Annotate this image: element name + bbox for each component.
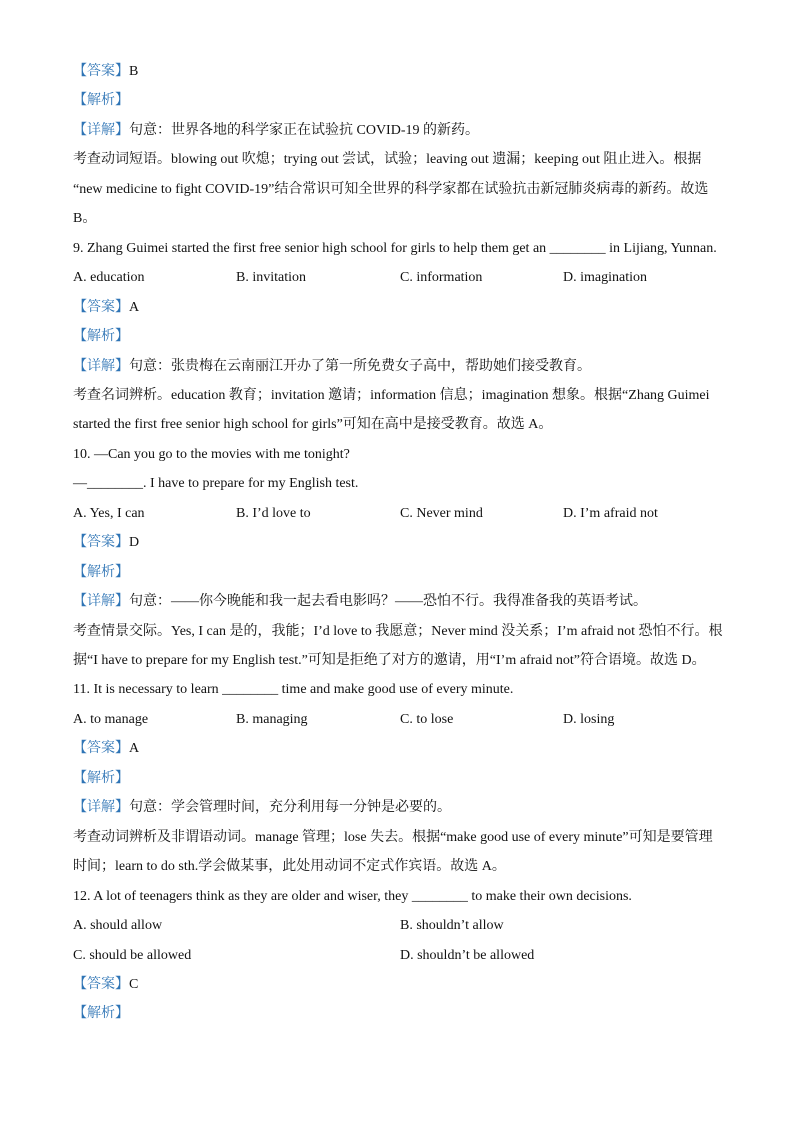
explanation-text: started the first free senior high school for girls”可知在高中是接受教育。故选 A。 [73, 417, 553, 433]
detail-label: 【详解】 [73, 594, 129, 610]
explanation-line [73, 857, 733, 877]
explanation-text: “new medicine to fight COVID-19”结合常识可知全世界的科学家都在试验抗击新冠肺炎病毒的新药。故选 [73, 181, 709, 197]
answer-option: B. shouldn’t allow [400, 918, 504, 934]
answer-option: C. should be allowed [73, 947, 192, 963]
answer-option: A. to manage [73, 711, 149, 727]
answer-label: 【答案】 [73, 535, 129, 551]
answer-option: B. I’d love to [236, 505, 311, 521]
analysis-line [73, 327, 733, 347]
answer-label: 【答案】 [73, 64, 129, 79]
analysis-line [73, 563, 733, 583]
detail-label: 【详解】 [73, 800, 129, 816]
question-text: 9. Zhang Guimei started the first free senior high school for girls to help them get an ________ in Lijiang, Yunnan. [73, 240, 717, 256]
analysis-line [73, 1004, 733, 1024]
analysis-line [73, 91, 733, 111]
answer-option: C. information [400, 270, 483, 286]
question-text: —________. I have to prepare for my English test. [73, 476, 359, 492]
analysis-label: 【解析】 [73, 329, 129, 345]
detail-text: 句意：——你今晚能和我一起去看电影吗？——恐怕不行。我得准备我的英语考试。 [129, 594, 647, 610]
answer-label: 【答案】 [73, 299, 129, 315]
explanation-text: 考查动词辨析及非谓语动词。manage 管理；lose 失去。根据“make good use of every minute”可知是要管理 [73, 829, 713, 845]
explanation-text: 考查情景交际。Yes, I can 是的，我能；I’d love to 我愿意；Never mind 没关系；I’m afraid not 恐怕不行。根 [73, 623, 723, 639]
explanation-line [73, 415, 733, 435]
answer-option: D. losing [563, 711, 615, 727]
analysis-label: 【解析】 [73, 1006, 129, 1022]
question-stem [73, 474, 733, 494]
question-stem [73, 680, 733, 700]
answer-line [73, 975, 733, 995]
answer-option: D. shouldn’t be allowed [400, 947, 535, 963]
explanation-line [73, 209, 733, 229]
analysis-label: 【解析】 [73, 564, 129, 580]
answer-option: A. should allow [73, 918, 163, 934]
explanation-line [73, 150, 733, 170]
analysis-label: 【解析】 [73, 93, 129, 109]
detail-label: 【详解】 [73, 122, 129, 138]
analysis-label: 【解析】 [73, 770, 129, 786]
answer-text: B [129, 64, 139, 79]
answer-text: A [129, 741, 140, 757]
explanation-text: 考查动词短语。blowing out 吹熄；trying out 尝试，试验；leaving out 遗漏；keeping out 阻止进入。根据 [73, 152, 702, 168]
answer-option: B. managing [236, 711, 308, 727]
answer-option: B. invitation [236, 270, 306, 286]
question-text: 11. It is necessary to learn ________ time and make good use of every minute. [73, 682, 514, 698]
answer-label: 【答案】 [73, 741, 129, 757]
explanation-line [73, 180, 733, 200]
answer-option: D. I’m afraid not [563, 505, 658, 521]
question-text: 10. —Can you go to the movies with me tonight? [73, 446, 350, 462]
explanation-line [73, 828, 733, 848]
detail-line [73, 798, 733, 818]
explanation-line [73, 386, 733, 406]
answer-option: C. Never mind [400, 505, 483, 521]
explanation-text: B。 [73, 211, 97, 227]
answer-text: A [129, 299, 140, 315]
detail-text: 句意：世界各地的科学家正在试验抗 COVID-19 的新药。 [129, 122, 479, 138]
question-stem [73, 445, 733, 465]
answer-option: D. imagination [563, 270, 647, 286]
question-stem [73, 239, 733, 259]
explanation-text: 据“I have to prepare for my English test.”可知是拒绝了对方的邀请，用“I’m afraid not”符合语境。故选 D。 [73, 653, 706, 668]
explanation-line [73, 651, 733, 671]
answer-line [73, 62, 733, 82]
explanation-text: 考查名词辨析。education 教育；invitation 邀请；information 信息；imagination 想象。根据“Zhang Guimei [73, 387, 710, 403]
detail-line [73, 121, 733, 141]
question-stem [73, 887, 733, 907]
answer-text: C [129, 976, 139, 992]
explanation-text: 时间；learn to do sth.学会做某事，此处用动词不定式作宾语。故选 A。 [73, 859, 506, 875]
answer-line [73, 739, 733, 759]
explanation-line [73, 622, 733, 642]
answer-option: A. education [73, 270, 145, 286]
detail-text: 句意：张贵梅在云南丽江开办了第一所免费女子高中，帮助她们接受教育。 [129, 358, 591, 374]
answer-label: 【答案】 [73, 976, 129, 992]
detail-line [73, 592, 733, 612]
detail-text: 句意：学会管理时间，充分利用每一分钟是必要的。 [129, 800, 451, 816]
answer-option: A. Yes, I can [73, 505, 145, 521]
answer-option: C. to lose [400, 711, 454, 727]
detail-line [73, 357, 733, 377]
answer-text: D [129, 535, 140, 551]
detail-label: 【详解】 [73, 358, 129, 374]
analysis-line [73, 769, 733, 789]
question-text: 12. A lot of teenagers think as they are older and wiser, they ________ to make their own decisions. [73, 888, 632, 904]
answer-line [73, 298, 733, 318]
answer-line [73, 533, 733, 553]
